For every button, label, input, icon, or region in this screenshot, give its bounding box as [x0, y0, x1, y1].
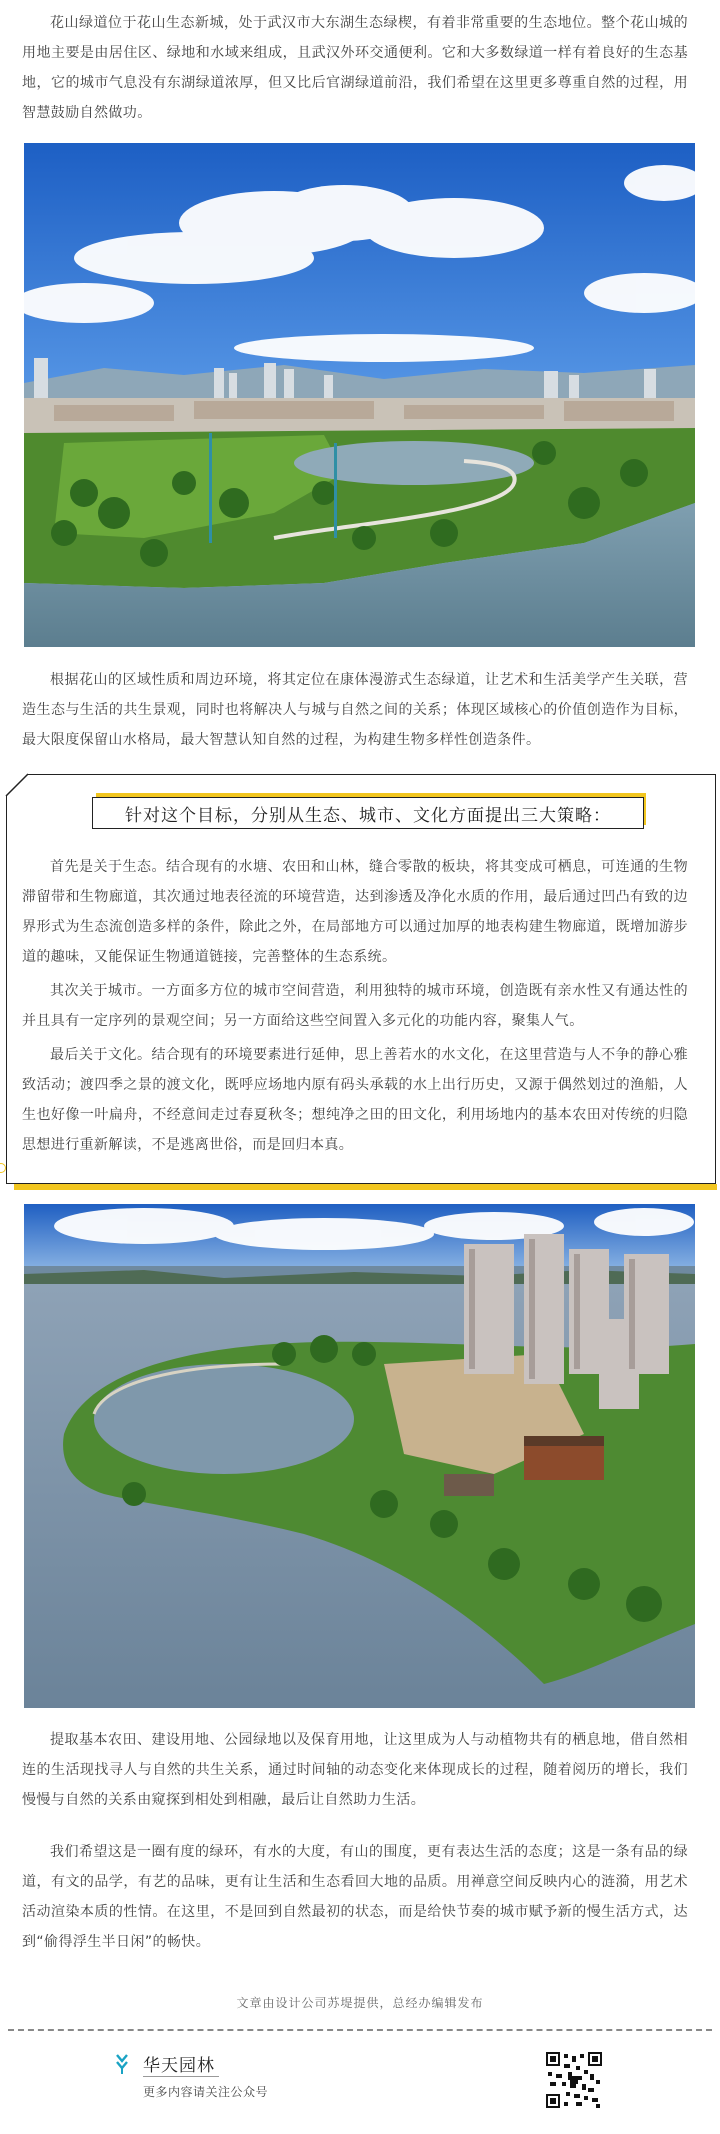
closing-paragraph: 我们希望这是一圈有度的绿环，有水的大度，有山的围度，更有表达生活的态度；这是一条有品的绿道，有文的品学，有艺的品味，更有让生活和生态看回大地的品质。用禅意空间反映内心的涟漪，用艺术活动渲染本质的性情。在这里，不是回到自然最初的状态，而是给快节奏的城市赋予新的慢生活方式，达到“偷得浮生半日闲”的畅快。: [22, 1844, 688, 1950]
positioning-paragraph: 根据花山的区域性质和周边环境，将其定位在康体漫游式生态绿道，让艺术和生活美学产生关联，营造生态与生活的共生景观，同时也将解决人与城与自然之间的关系；体现区域核心的价值创造作为目标，最大限度保留山水格局，最大智慧认知自然的过程，为构建生物多样性创造条件。: [22, 672, 688, 748]
aerial-lakeshore-construction-photo: [24, 1204, 695, 1708]
strategy-city-paragraph: 其次关于城市。一方面多方位的城市空间营造，利用独特的城市环境，创造既有亲水性又有通达性的并且具有一定序列的景观空间；另一方面给这些空间置入多元化的功能内容，聚集人气。: [22, 983, 688, 1029]
article-credit: 文章由设计公司苏堤提供，总经办编辑发布: [236, 1996, 484, 2010]
strategy-culture-paragraph: 最后关于文化。结合现有的环境要素进行延伸，思上善若水的水文化，在这里营造与人不争的静心雅致活动；渡四季之景的渡文化，既呼应场地内原有码头承载的水上出行历史，又源于偶然划过的渔船，人生也好像一叶扁舟，不经意间走过春夏秋冬；想纯净之田的田文化，利用场地内的基本农田对传统的归隐思想进行重新解读，不是逃离世俗，而是回归本真。: [22, 1047, 688, 1153]
brand-logo-icon: [115, 2053, 129, 2075]
strategy-box-shadow-bar: [14, 1184, 717, 1190]
footer-divider: [8, 2029, 712, 2031]
strategy-corner-cut-icon: [4, 772, 30, 798]
brand-follow-hint: 更多内容请关注公众号: [143, 2085, 269, 2099]
strategy-ecology-paragraph: 首先是关于生态。结合现有的水塘、农田和山林，缝合零散的板块，将其变成可栖息，可连通的生物滞留带和生物廊道，其次通过地表径流的环境营造，达到渗透及净化水质的作用，最后通过凹凸有致的边界形式为生态流创造多样的条件，除此之外，在局部地方可以通过加厚的地表构建生物廊道，既增加游步道的趣味，又能保证生物通道链接，完善整体的生态系统。: [22, 859, 688, 965]
brand-underline: [143, 2076, 219, 2077]
strategy-title-frame: [92, 797, 644, 829]
brand-name: 华天园林: [143, 2056, 215, 2076]
intro-paragraph: 花山绿道位于花山生态新城，处于武汉市大东湖生态绿楔，有着非常重要的生态地位。整个花山城的用地主要是由居住区、绿地和水域来组成，且武汉外环交通便利。它和大多数绿道一样有着良好的生态基地，它的城市气息没有东湖绿道浓厚，但又比后官湖绿道前沿，我们希望在这里更多尊重自然的过程，用智慧鼓励自然做功。: [22, 15, 688, 121]
qr-code-icon[interactable]: [546, 2052, 602, 2108]
aerial-greenway-lake-photo: [24, 143, 695, 647]
strategy-title: 针对这个目标，分别从生态、城市、文化方面提出三大策略：: [125, 805, 611, 826]
habitat-paragraph: 提取基本农田、建设用地、公园绿地以及保育用地，让这里成为人与动植物共有的栖息地，借自然相连的生活现找寻人与自然的共生关系，通过时间轴的动态变化来体现成长的过程，随着阅历的增长，我们慢慢与自然的关系由窥探到相处到相融，最后让自然助力生活。: [22, 1732, 688, 1808]
